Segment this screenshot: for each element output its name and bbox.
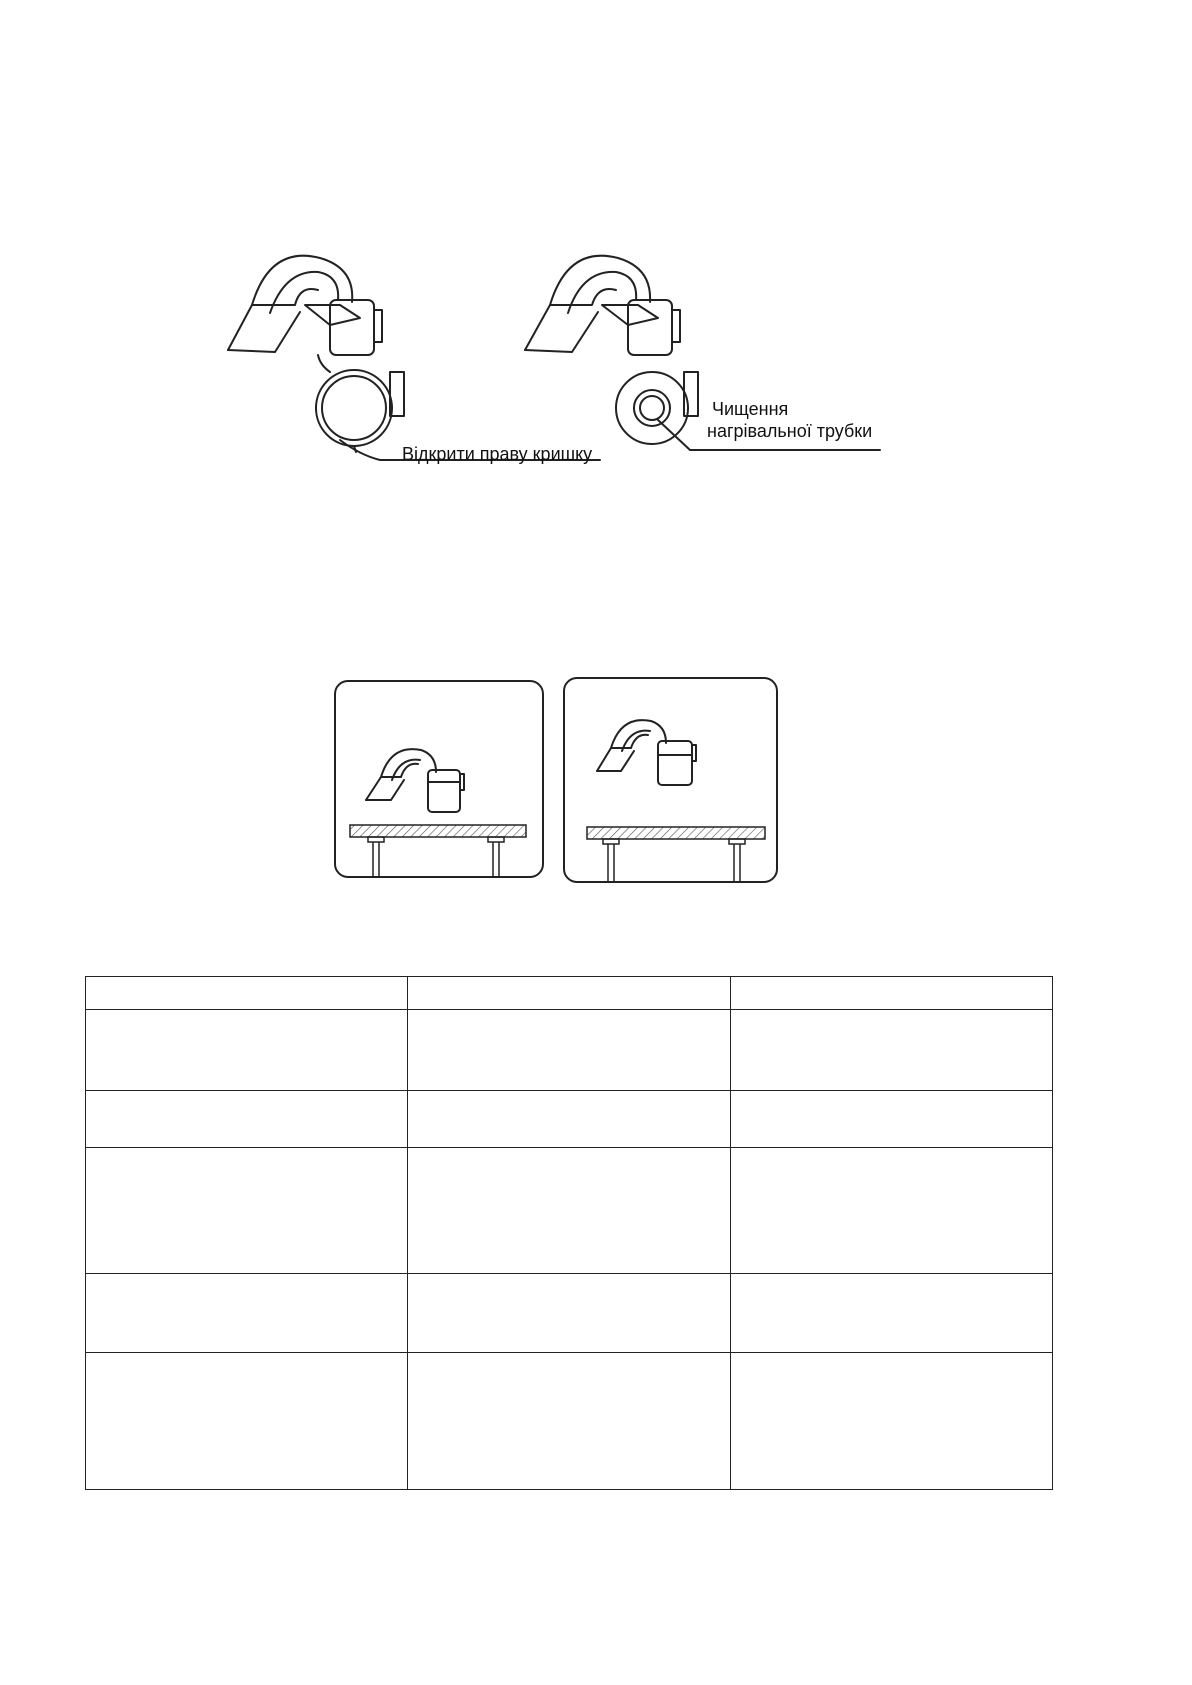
table-header-cell bbox=[730, 977, 1052, 1010]
table-cell bbox=[730, 1274, 1052, 1353]
callout-open-cover: Відкрити праву кришку bbox=[402, 444, 593, 464]
table-header-row bbox=[86, 977, 1053, 1010]
callout-cleaning-line1: Чищення bbox=[712, 399, 789, 419]
table-cell bbox=[408, 1148, 730, 1274]
table-row bbox=[86, 1091, 1053, 1148]
table-cell bbox=[408, 1091, 730, 1148]
table-cell bbox=[730, 1091, 1052, 1148]
table-cell bbox=[86, 1274, 408, 1353]
mount-panel-left bbox=[334, 680, 544, 878]
faucet-cleaning-figure bbox=[0, 0, 1192, 520]
table-row bbox=[86, 1353, 1053, 1490]
callout-cleaning-line2: нагрівальної трубки bbox=[707, 421, 873, 441]
faucet-left-drawing bbox=[228, 256, 600, 460]
table-header-cell bbox=[86, 977, 408, 1010]
mount-right-drawing bbox=[565, 679, 776, 881]
table-header-cell bbox=[408, 977, 730, 1010]
table-cell bbox=[730, 1010, 1052, 1091]
table-cell bbox=[408, 1353, 730, 1490]
table-cell bbox=[86, 1010, 408, 1091]
table-row bbox=[86, 1148, 1053, 1274]
table-cell bbox=[408, 1274, 730, 1353]
troubleshooting-table bbox=[85, 976, 1053, 1490]
mount-left-drawing bbox=[336, 682, 542, 876]
table-row bbox=[86, 1274, 1053, 1353]
table-cell bbox=[730, 1353, 1052, 1490]
table-row bbox=[86, 1010, 1053, 1091]
table-cell bbox=[86, 1148, 408, 1274]
table-cell bbox=[86, 1353, 408, 1490]
table-cell bbox=[730, 1148, 1052, 1274]
table-cell bbox=[86, 1091, 408, 1148]
table-cell bbox=[408, 1010, 730, 1091]
mount-panel-right bbox=[563, 677, 778, 883]
